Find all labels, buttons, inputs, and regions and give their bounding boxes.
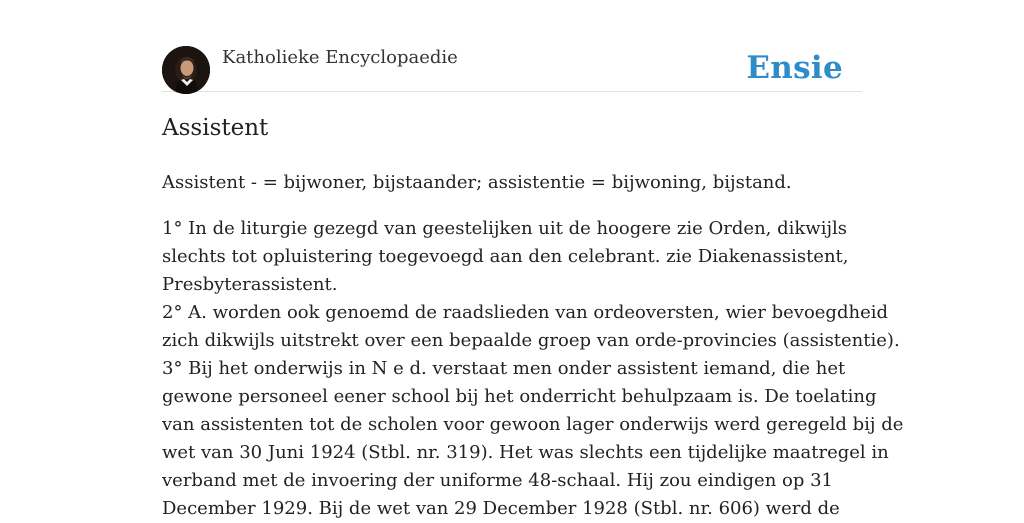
page-title: Assistent	[162, 115, 269, 141]
article-line: 2° A. worden ook genoemd de raadslieden van ordeoversten, wier bevoegdheid	[162, 302, 889, 323]
portrait-avatar[interactable]	[162, 46, 210, 94]
article-line: slechts tot opluistering toegevoegd aan den celebrant. zie Diakenassistent,	[162, 246, 849, 267]
article-line: van assistenten tot de scholen voor gewoon lager onderwijs werd geregeld bij de	[162, 414, 904, 435]
article-lead: Assistent - = bijwoner, bijstaander; assistentie = bijwoning, bijstand.	[162, 172, 792, 193]
article-line: December 1929. Bij de wet van 29 December 1928 (Stbl. nr. 606) werd de	[162, 498, 840, 519]
article-line: verband met de invoering der uniforme 48-schaal. Hij zou eindigen op 31	[162, 470, 833, 491]
source-name[interactable]: Katholieke Encyclopaedie	[222, 47, 458, 68]
article-line: Presbyterassistent.	[162, 274, 338, 295]
brand-logo[interactable]: Ensie	[746, 50, 843, 86]
article-line: 3° Bij het onderwijs in N e d. verstaat men onder assistent iemand, die het	[162, 358, 846, 379]
header	[162, 46, 862, 92]
article-line: zich dikwijls uitstrekt over een bepaalde groep van orde-provincies (assistentie).	[162, 330, 900, 351]
article-line: 1° In de liturgie gezegd van geestelijken uit de hoogere zie Orden, dikwijls	[162, 218, 848, 239]
article-body	[162, 215, 903, 523]
article-line: wet van 30 Juni 1924 (Stbl. nr. 319). Het was slechts een tijdelijke maatregel in	[162, 442, 889, 463]
article-line: gewone personeel eener school bij het onderricht behulpzaam is. De toelating	[162, 386, 877, 407]
portrait-icon	[162, 46, 210, 94]
